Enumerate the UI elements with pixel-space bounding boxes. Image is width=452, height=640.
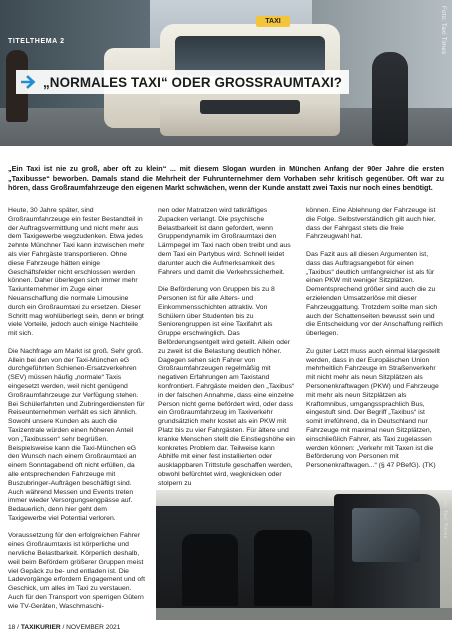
interior-photo [156,490,452,620]
photo-seat [254,530,312,606]
paragraph: Zu guter Letzt muss auch einmal klargestellt werden, dass in der Europäischen Union mehrheitlich Fahrzeuge im Straßenverkehr mit nicht mehr als neun Sitzplätzen als Personenkraftwagen (PKW) und Fahrzeuge mit mehr als neun Sitzplätzen als Kraftomnibus, umgangssprachlich Bus, eingestuft sind. Der Begriff „Taxibus“ ist somit irreführend, da in Deutschland nur Fahrzeuge mit maximal neun Sitzplätzen, einschließlich Fahrer, als Taxi zugelassen werden können: „Verkehr mit Taxen ist die Beförderung von Personen mit Personenkraftwagen...“ (§ 47 PBefG). (TK) [306,347,440,470]
photo-credit: Foto: Taxi Times [440,6,446,55]
paragraph: Das Fazit aus all diesen Argumenten ist, dass das Auftragsangebot für einen „Taxibus“ deutlich umfangreicher ist als für einen PKW mit weniger Sitzplätzen. Dementsprechend größer sind auch die zu erzielenden Umsatzerlöse mit dieser Fahrzeuggattung. Trotzdem sollte man sich auch der Schattenseiten bewusst sein und die Entscheidung vor der Anschaffung reiflich überlegen. [306,250,443,338]
lead-paragraph: „Ein Taxi ist nie zu groß, aber oft zu klein“ ... mit diesem Slogan wurden in München Anfang der 90er Jahre die ersten „Taxibusse“ beworben. Damals stand die Mehrheit der Fuhrunternehmer dem Vorhaben sehr kritisch gegenüber. Oft war zu hören, dass Großraumfahrzeuge den eigenen Markt schwächen, wenn der Kunde anstatt zwei Taxis nur noch eines benötigt. [8,164,444,193]
paragraph: Die Beförderung von Gruppen bis zu 8 Personen ist für alle Alters- und Einkommensschichten attraktiv. Von Schülern über Studenten bis zu Seniorengruppen ist eine Taxifahrt als Gruppe erschwinglich. Das Beförderungsentgelt wird geteilt. Allein oder zu zweit ist die Belastung deutlich höher. Dagegen sehen sich Fahrer von Großraumfahrzeugen regelmäßig mit negativen Erfahrungen am Taxistand konfrontiert. Fahrgäste meiden den „Taxibus“ in der falschen Annahme, dass eine einzelne Person nicht gerne befördert wird, oder dass ein Großraumfahrzeug im Taxiverkehr grundsätzlich mehr kostet als ein PKW mit Platz bis zu vier Fahrgästen. Für ältere und kranke Menschen stellt die Einstiegshöhe ein konkretes Problem dar. Teilweise kann Abhilfe mit einer fest installierten oder ausklappbaren Trittstufe geschaffen werden, obwohl befürchtet wird, wegknicken oder stolpern zu [158,286,295,487]
text-column-2 [158,207,295,497]
page-number: 18 [8,624,16,631]
photo-person [372,52,408,146]
paragraph: Voraussetzung für den erfolgreichen Fahrer eines Großraumtaxis ist körperliche und nervliche Belastbarkeit. Körperlich deshalb, weil beim Befördern größerer Gruppen meist viel Gepäck zu be- und entladen ist. Die Ladevorgänge erfordern Engagement und oft Geschick, um alles im Taxi zu verstauen. Auch für den Transport von sperrigen Gütern wie TV-Geräten, Waschmaschi- [8,532,145,610]
paragraph: nen oder Matratzen wird tatkräftiges Zupacken verlangt. Die psychische Belastbarkeit ist dann gefordert, wenn Gruppendynamik im Großraumtaxi den Lärmpegel im Taxi nach oben treibt und aus dem Taxi ein Partybus wird. Schnell leidet darunter auch die Aufmerksamkeit des Fahrers und damit die Verkehrssicherheit. [158,207,291,276]
text-column-1 [8,207,145,620]
photo-credit: Foto: Taxi Times [442,494,448,539]
issue-date: NOVEMBER 2021 [66,624,121,631]
section-tag: TITELTHEMA 2 [8,38,65,45]
hero-photo [0,0,452,146]
paragraph: Heute, 30 Jahre später, sind Großraumfahrzeuge ein fester Bestandteil in der Auftragsvermittlung und nicht mehr aus dem Taxigewerbe wegzudenken. Etwa jedes zehnte Münchner Taxi kann inzwischen mehr als vier Fahrgäste transportieren. Ohne diese Fahrzeuge hätten einige Geschäftsfelder nicht erschlossen werden können. Daher überlegen sich immer mehr Taxiunternehmer im Zuge einer Neuanschaffung die normale Limousine durch ein Großraumtaxi zu ersetzen. Dieser Schritt mag wohlüberlegt sein, denn er bringt viele Vorteile, jedoch auch einige Nachteile mit sich. [8,207,145,338]
magazine-name: TAXIKURIER [20,624,61,631]
photo-van-grille [200,100,300,114]
arrow-right-icon [20,73,38,91]
page-footer: 18 / TAXIKURIER / NOVEMBER 2021 [8,624,121,631]
photo-seat [182,534,238,606]
taxi-roof-sign: TAXI [256,16,290,27]
paragraph: Die Nachfrage am Markt ist groß. Sehr groß. Allein bei den von der Taxi-München eG durchgeführten Schienen-Ersatzverkehren (SEV) müssen häufig „normale“ Taxis eingesetzt werden, weil nicht genügend Großraumfahrzeuge zur Verfügung stehen. Bei Schülerfahrten und Zubringerdiensten für Reiseunternehmen verhält es sich ähnlich. Sowohl unsere Kunden als auch die Taxizentrale würden einen höheren Anteil von „Taxibussen“ sehr begrüßen. Beispielsweise kann die Taxi-München eG den Wunsch nach einem Großraumtaxi an einem Sonntagabend oft nicht erfüllen, da alle entsprechenden Fahrzeuge mit Buszubringer-Aufträgen beschäftigt sind. Auch während Messen und Events treten immer wieder Versorgungsengpässe auf. Bedauerlich, denn hier geht dem Taxigewerbe viel Potential verloren. [8,347,145,522]
article-title [16,70,349,94]
photo-ground [156,608,452,620]
paragraph: können. Eine Ablehnung der Fahrzeuge ist die Folge. Selbstverständlich gilt auch hier, dass der Fahrgast stets die freie Fahrzeugwahl hat. [306,207,436,241]
title-text: „NORMALES TAXI“ ODER GROSSRAUMTAXI? [43,74,343,90]
text-column-3 [306,207,443,480]
photo-door-window [352,508,420,562]
